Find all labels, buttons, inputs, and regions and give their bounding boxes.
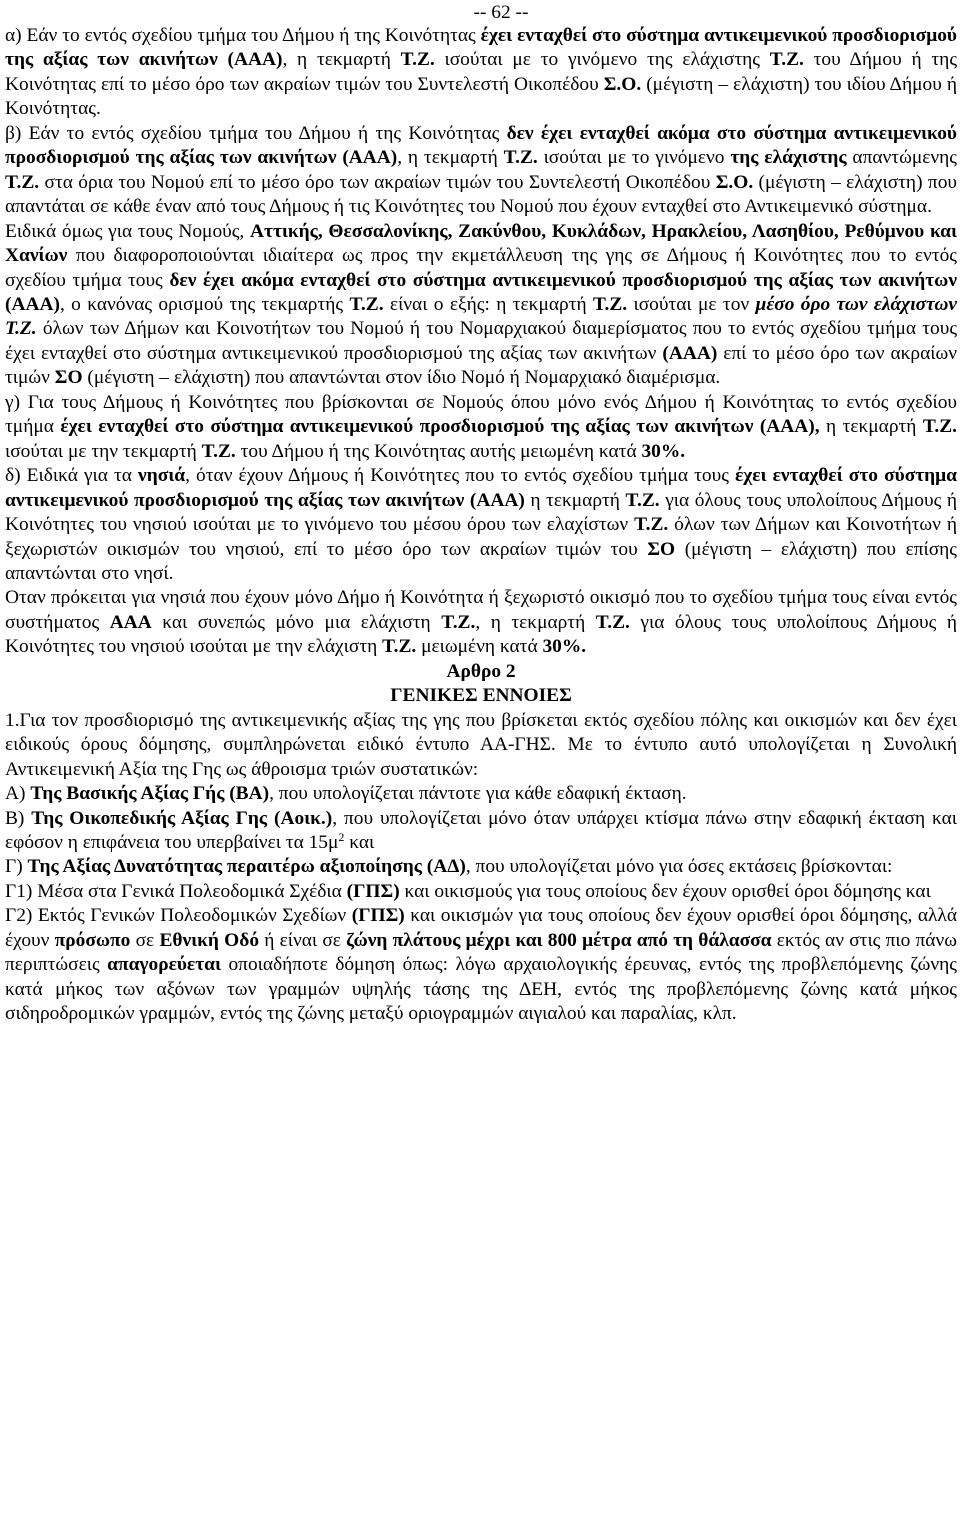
text-run: έχει ενταχθεί στο σύστημα αντικειμενικού προσδιορισμού της αξίας των ακινήτων (ΑΑΑ) xyxy=(5,465,958,511)
text-run: η τεκμαρτή xyxy=(524,489,626,511)
text-run: ισούται με το γινόμενο xyxy=(537,147,731,169)
text-run: δεν έχει ακόμα ενταχθεί στο σύστημα αντικειμενικού προσδιορισμού της αξίας των ακινήτων (ΑΑΑ) xyxy=(5,269,957,315)
page-number: -- 62 -- xyxy=(473,2,529,23)
text-run: νησιά xyxy=(138,465,186,487)
text-run: Τ.Ζ. xyxy=(503,147,538,169)
text-run: (ΑΑΑ) xyxy=(662,342,718,364)
text-run: στα όρια του Νομού επί το μέσο όρο των ακραίων τιμών του Συντελεστή Οικοπέδου xyxy=(39,171,716,193)
text-run: ισούται με την τεκμαρτή xyxy=(5,440,202,462)
text-run: ζώνη πλάτους μέχρι και 800 μέτρα από τη θάλασσα xyxy=(346,929,772,951)
text-run: , που υπολογίζεται μόνο όταν υπάρχει κτίσμα πάνω στην εδαφική έκταση και εφόσον η επιφάνεια του υπερβαίνει τα 15μ xyxy=(5,807,957,853)
text-run: απαγορεύεται xyxy=(107,954,221,976)
text-run: Τ.Ζ. xyxy=(593,293,628,315)
text-run: (ΓΠΣ) xyxy=(346,880,400,902)
text-run: πρόσωπο xyxy=(54,929,131,951)
text-run: Γ1) Μέσα στα Γενικά Πολεοδομικά Σχέδια xyxy=(5,880,347,902)
text-run: έχει ενταχθεί στο σύστημα αντικειμενικού προσδιορισμού της αξίας των ακινήτων (ΑΑΑ), xyxy=(60,416,820,438)
text-run: επί το μέσο όρο των ακραίων τιμών xyxy=(5,342,957,389)
text-run: Της Βασικής Αξίας Γής (ΒΑ) xyxy=(30,783,270,805)
text-run: (μέγιστη – ελάχιστη) που απαντώνται στον ίδιο Νομό ή Νομαρχιακό διαμέρισμα. xyxy=(82,367,721,389)
text-run: , η τεκμαρτή xyxy=(282,49,401,71)
text-run: Σ.Ο. xyxy=(715,171,754,193)
text-run: για όλους τους υπολοίπους Δήμους ή Κοινότητες του νησιού ισούται με την ελάχιστη xyxy=(5,611,957,658)
text-run: (μέγιστη – ελάχιστη) που απαντάται σε κάθε έναν από τους Δήμους ή τις Κοινότητες του Νομού που έχουν ενταχθεί στο Αντικειμενικό σύστημα. xyxy=(5,171,957,218)
article-item-a xyxy=(5,782,957,806)
text-run: Τ.Ζ. xyxy=(5,171,40,193)
text-run: Ειδικά όμως για τους Νομούς, xyxy=(5,220,250,242)
article-item-b xyxy=(5,807,957,856)
text-run: , όταν έχουν Δήμους ή Κοινότητες που το εντός σχεδίου τμήμα τους xyxy=(185,465,735,487)
text-run: (ΓΠΣ) xyxy=(351,905,405,927)
text-run: και οικισμούς για τους οποίους δεν έχουν ορισθεί όροι δόμησης και xyxy=(399,880,931,902)
text-run: Τ.Ζ. xyxy=(441,611,476,633)
text-run: δ) Ειδικά για τα xyxy=(5,465,139,487)
text-run: ΑΑΑ xyxy=(109,611,152,633)
text-run: μειωμένη κατά xyxy=(416,636,543,658)
text-run: Τ.Ζ. xyxy=(922,416,957,438)
text-run: Εθνική Οδό xyxy=(159,929,260,951)
text-run: εκτός αν στις πιο πάνω περιπτώσεις xyxy=(5,929,957,976)
text-run: για όλους τους υπολοίπους Δήμους ή Κοινότητες του νησιού ισούται με το γινόμενο του μέσου όρου των ελαχίστων xyxy=(5,489,957,536)
text-run: όλων των Δήμων και Κοινοτήτων ή ξεχωριστών οικισμών του νησιού, επί το μέσο όρο των ακραίων τιμών του xyxy=(5,514,957,560)
text-run: ΣΟ xyxy=(54,367,83,389)
text-run: οποιαδήποτε δόμηση όπως: λόγω αρχαιολογικής έρευνας, εντός της προβλεπόμενης ζώνης κατά μήκος των αξόνων των γραμμών υψηλής τάσης της ΔΕΗ, εντός της προβλεπόμενης ζώνης κατά μήκος σιδηροδρομικών γραμμών, εντός της ζώνης μεταξύ οριογραμμών αιγιαλού και παραλίας, κλπ. xyxy=(5,954,957,1025)
text-run: β) Εάν το εντός σχεδίου τμήμα του Δήμου ή της Κοινότητας xyxy=(5,122,507,144)
text-run: δεν έχει ενταχθεί ακόμα στο σύστημα αντικειμενικού προσδιορισμού της αξίας των ακινήτων (ΑΑΑ) xyxy=(5,122,957,169)
text-run: Της Αξίας Δυνατότητας περαιτέρω αξιοποίησης (ΑΔ) xyxy=(27,856,466,878)
article-item-c1 xyxy=(5,880,957,904)
article-item-c2 xyxy=(5,904,957,1026)
text-run: γ) Για τους xyxy=(5,391,103,413)
text-run: Τ.Ζ. xyxy=(201,440,236,462)
text-run: 30%. xyxy=(641,440,686,462)
text-run: Τ.Ζ. xyxy=(595,611,630,633)
text-run: Τ.Ζ. xyxy=(382,636,417,658)
text-run: και οικισμών για τους οποίους δεν έχουν ορισθεί όροι δόμησης, αλλά έχουν xyxy=(5,905,957,951)
text-run: 30%. xyxy=(542,636,587,658)
text-run: , η τεκμαρτή xyxy=(397,147,504,169)
text-run: σε xyxy=(130,929,160,951)
text-run: μέσο όρο των ελάχιστων Τ.Ζ. xyxy=(5,293,957,340)
text-run: ΣΟ xyxy=(647,538,676,560)
text-run: 1.Για τον προσδιορισμό της αντικειμενικής αξίας της γης που βρίσκεται εκτός σχεδίου πόλης και οικισμών και δεν έχει ειδικούς όρους δόμησης, συμπληρώνεται ειδικό έντυπο ΑΑ-ΓΗΣ. Με το έντυπο αυτό υπολογίζεται η Συνολική Αντικειμενική Αξία της Γης ως άθροισμα τριών συστατικών: xyxy=(5,709,957,780)
text-run: Οταν πρόκειται για νησιά που έχουν μόνο Δήμο ή Κοινότητα ή ξεχωριστό οικισμό που το σχεδίου τμήμα τους είναι εντός συστήματος xyxy=(5,587,957,633)
text-run: Γ2) Εκτός Γενικών Πολεοδομικών Σχεδίων xyxy=(5,905,352,927)
text-run: Γ) xyxy=(5,856,28,878)
text-run: (μέγιστη – ελάχιστη) του ιδίου Δήμου ή Κοινότητας. xyxy=(5,73,957,120)
article-number: Αρθρο 2 xyxy=(446,660,516,682)
text-run: , η τεκμαρτή xyxy=(475,611,596,633)
text-run: Β) xyxy=(5,807,32,829)
text-run: και xyxy=(344,831,375,853)
article-item-c xyxy=(5,855,957,879)
paragraph-b xyxy=(5,122,957,220)
text-run: , που υπολογίζεται μόνο για όσες εκτάσεις βρίσκονται: xyxy=(465,856,893,878)
text-run: που διαφοροποιούνται ιδιαίτερα ως προς την εκμετάλλευση της γης σε Δήμους ή Κοινότητες που το εντός σχεδίου τμήμα τους xyxy=(5,245,957,291)
text-run: είναι ο εξής: η τεκμαρτή xyxy=(383,293,593,315)
text-run: Σ.Ο. xyxy=(603,73,642,95)
text-run: Τ.Ζ. xyxy=(625,489,660,511)
article-title: ΓΕΝΙΚΕΣ ΕΝΝΟΙΕΣ xyxy=(390,685,572,707)
text-run: Αττικής, Θεσσαλονίκης, Ζακύνθου, Κυκλάδων, Ηρακλείου, Λασηθίου, Ρεθύμνου και Χανίων xyxy=(5,220,957,267)
text-run: α) Εάν το εντός σχεδίου τμήμα του Δήμου ή της Κοινότητας xyxy=(5,25,481,46)
text-run: της ελάχιστης xyxy=(730,147,847,169)
text-run: Τ.Ζ. xyxy=(634,514,669,536)
text-run: Δήμους ή Κοινότητες xyxy=(102,391,278,413)
text-run: απαντώμενης xyxy=(846,147,957,169)
text-run: (μέγιστη – ελάχιστη) που επίσης απαντώνται στο νησί. xyxy=(5,538,957,584)
text-run: και συνεπώς μόνο μια ελάχιστη xyxy=(151,611,442,633)
text-run: που βρίσκονται σε Νομούς όπου μόνο ενός Δήμου ή Κοινότητας το εντός σχεδίου τμήμα xyxy=(5,391,958,438)
paragraph-special-prefectures xyxy=(5,220,957,391)
text-run: Τ.Ζ. xyxy=(400,49,435,71)
text-run: , ο κανόνας ορισμού της τεκμαρτής xyxy=(59,293,350,315)
text-run: ισούται με τον xyxy=(627,293,756,315)
text-run: ισούται με το γινόμενο της ελάχιστης xyxy=(434,49,770,71)
paragraph-islands xyxy=(5,586,957,659)
text-run: Τ.Ζ. xyxy=(769,49,804,71)
text-run: η τεκμαρτή xyxy=(819,416,923,438)
paragraph-a xyxy=(5,24,957,122)
text-run: , που υπολογίζεται πάντοτε για κάθε εδαφική έκταση. xyxy=(269,783,687,805)
paragraph-c xyxy=(5,391,957,464)
text-run: 2 xyxy=(338,829,345,844)
text-run: του Δήμου ή της Κοινότητας επί το μέσο όρο των ακραίων τιμών του Συντελεστή Οικοπέδου xyxy=(5,49,958,95)
text-run: όλων των Δήμων και Κοινοτήτων του Νομού ή του Νομαρχιακού διαμερίσματος που το εντός σχεδίου τμήμα τους έχει ενταχθεί στο σύστημα αντικειμενικού προσδιορισμού της αξίας των ακινήτων xyxy=(5,318,957,364)
paragraph-d xyxy=(5,464,957,586)
text-run: ή είναι σε xyxy=(259,929,347,951)
text-run: έχει ενταχθεί στο σύστημα αντικειμενικού προσδιορισμού της αξίας των ακινήτων (ΑΑΑ) xyxy=(5,25,957,71)
text-run: Τ.Ζ. xyxy=(349,293,384,315)
text-run: του Δήμου ή της Κοινότητας αυτής μειωμένη κατά xyxy=(235,440,642,462)
text-run: Της Οικοπεδικής Αξίας Γης (Αοικ.) xyxy=(31,807,333,829)
text-run: Α) xyxy=(5,783,31,805)
article-paragraph-1 xyxy=(5,709,957,782)
